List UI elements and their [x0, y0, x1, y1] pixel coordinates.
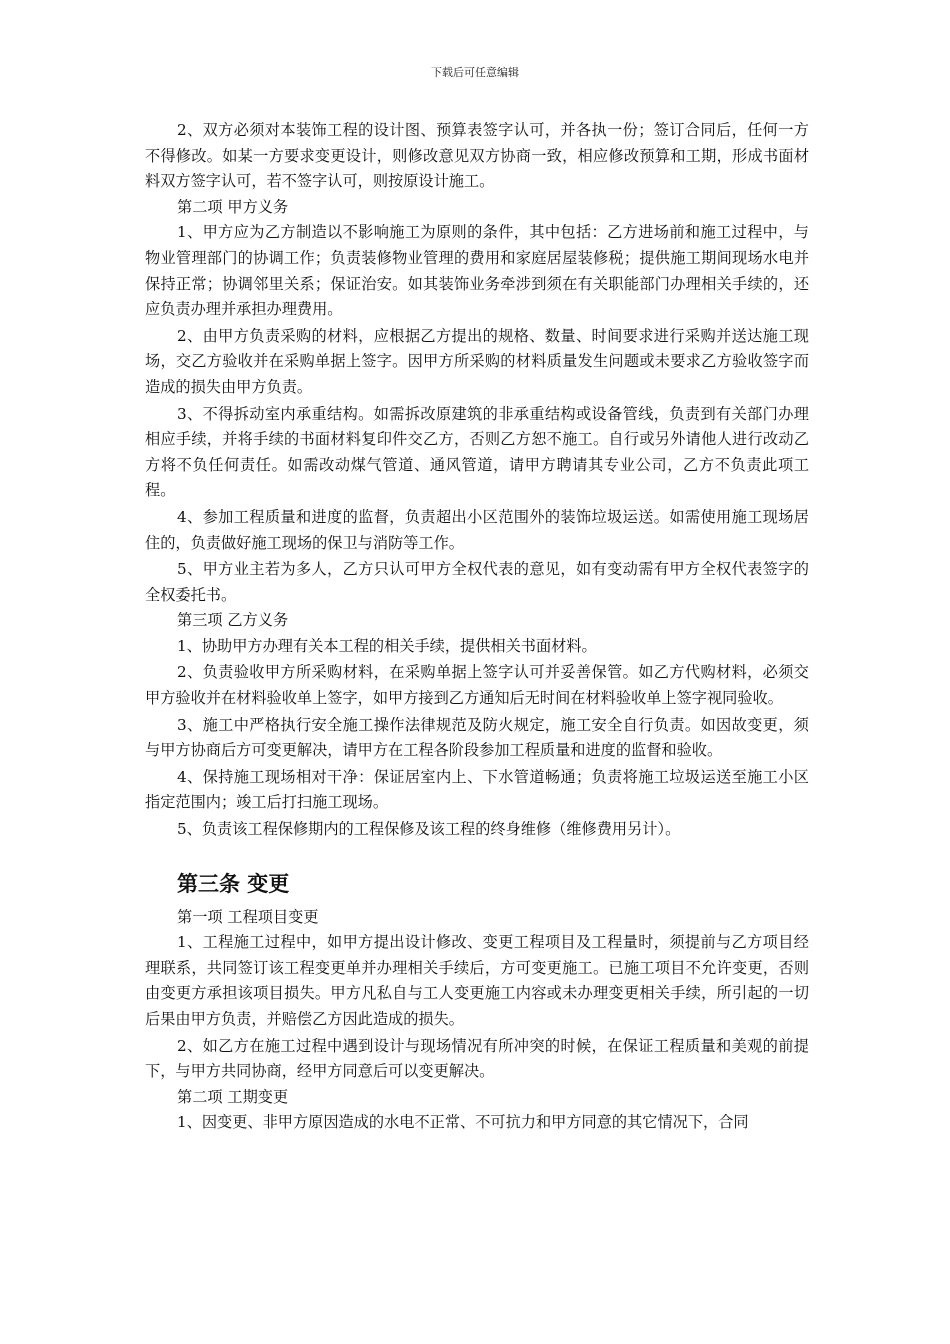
page-header: 下载后可任意编辑 — [431, 66, 519, 79]
article-heading: 第三条 变更 — [177, 871, 290, 896]
paragraph: 2、由甲方负责采购的材料，应根据乙方提出的规格、数量、时间要求进行采购并送达施工现场，交乙方验收并在采购单据上签字。因甲方所采购的材料质量发生问题或未要求乙方验收签字而造成的损失由甲方负责。 — [145, 326, 809, 396]
paragraph: 1、甲方应为乙方制造以不影响施工为原则的条件，其中包括：乙方进场前和施工过程中，与物业管理部门的协调工作；负责装修物业管理的费用和家庭居屋装修税；提供施工期间现场水电并保持正常；协调邻里关系；保证治安。如其装饰业务牵涉到须在有关职能部门办理相关手续的，还应负责办理并承担办理费用。 — [145, 223, 809, 319]
paragraph: 2、如乙方在施工过程中遇到设计与现场情况有所冲突的时候，在保证工程质量和美观的前提下，与甲方共同协商，经甲方同意后可以变更解决。 — [145, 1036, 809, 1081]
paragraph: 3、施工中严格执行安全施工操作法律规范及防火规定，施工安全自行负责。如因故变更，须与甲方协商后方可变更解决，请甲方在工程各阶段参加工程质量和进度的监督和验收。 — [145, 715, 809, 760]
document-body — [145, 118, 809, 1136]
paragraph: 2、双方必须对本装饰工程的设计图、预算表签字认可，并各执一份；签订合同后，任何一方不得修改。如某一方要求变更设计，则修改意见双方协商一致，相应修改预算和工期，形成书面材料双方签字认可，若不签字认可，则按原设计施工。 — [145, 121, 809, 191]
paragraph: 5、甲方业主若为多人，乙方只认可甲方全权代表的意见，如有变动需有甲方全权代表签字的全权委托书。 — [145, 560, 809, 604]
paragraph: 1、工程施工过程中，如甲方提出设计修改、变更工程项目及工程量时，须提前与乙方项目经理联系，共同签订该工程变更单并办理相关手续后，方可变更施工。已施工项目不允许变更，否则由变更方承担该项目损失。甲方凡私自与工人变更施工内容或未办理变更相关手续，所引起的一切后果由甲方负责，并赔偿乙方因此造成的损失。 — [145, 933, 809, 1028]
paragraph: 4、保持施工现场相对干净：保证居室内上、下水管道畅通；负责将施工垃圾运送至施工小区指定范围内；竣工后打扫施工现场。 — [145, 767, 809, 812]
section-item-heading: 第二项 甲方义务 — [177, 197, 289, 216]
paragraph: 1、因变更、非甲方原因造成的水电不正常、不可抗力和甲方同意的其它情况下，合同 — [177, 1113, 749, 1132]
paragraph: 5、负责该工程保修期内的工程保修及该工程的终身维修（维修费用另计）。 — [177, 820, 681, 839]
paragraph: 4、参加工程质量和进度的监督，负责超出小区范围外的装饰垃圾运送。如需使用施工现场居住的，负责做好施工现场的保卫与消防等工作。 — [145, 507, 809, 552]
section-item-heading: 第二项 工期变更 — [177, 1087, 289, 1106]
section-item-heading: 第一项 工程项目变更 — [177, 907, 319, 926]
paragraph: 3、不得拆动室内承重结构。如需拆改原建筑的非承重结构或设备管线，负责到有关部门办理相应手续，并将手续的书面材料复印件交乙方，否则乙方恕不施工。自行或另外请他人进行改动乙方将不负任何责任。如需改动煤气管道、通风管道，请甲方聘请其专业公司，乙方不负责此项工程。 — [145, 404, 809, 500]
section-item-heading: 第三项 乙方义务 — [177, 611, 289, 630]
paragraph: 1、协助甲方办理有关本工程的相关手续，提供相关书面材料。 — [177, 636, 597, 655]
paragraph: 2、负责验收甲方所采购材料，在采购单据上签字认可并妥善保管。如乙方代购材料，必须交甲方验收并在材料验收单上签字，如甲方接到乙方通知后无时间在材料验收单上签字视同验收。 — [145, 663, 809, 708]
